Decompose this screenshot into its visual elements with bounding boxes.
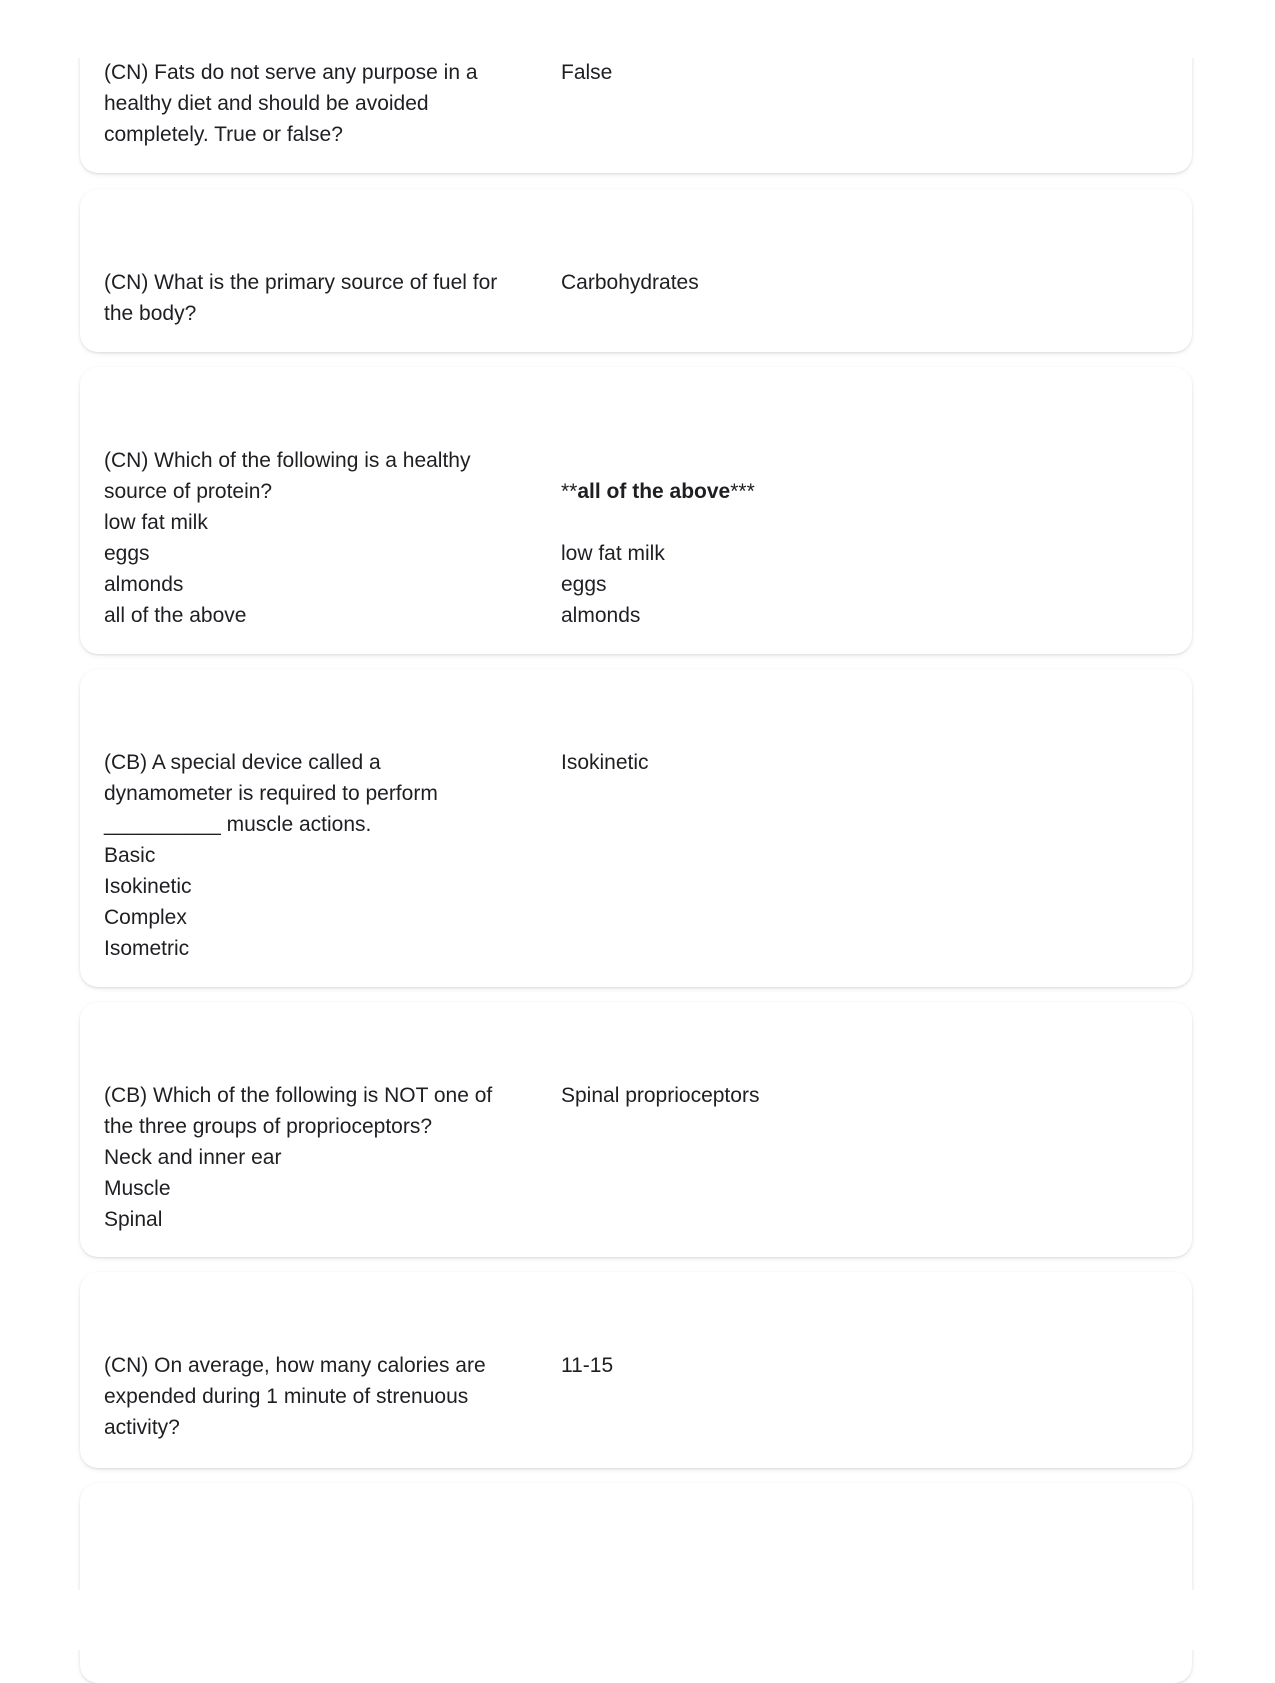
answer-bold: all of the above — [577, 480, 731, 503]
answer-suffix: *** — [730, 480, 755, 503]
card-question: (CN) Fats do not serve any purpose in a healthy diet and should be avoided completely. True or false? — [104, 61, 478, 146]
card-question: (CN) What is the primary source of fuel for the body? — [104, 271, 498, 325]
card-question: (CN) On average, how many calories are expended during 1 minute of strenuous activity? — [104, 1354, 486, 1439]
card-answer: 11-15 — [561, 1354, 614, 1377]
card-question: (CB) Which of the following is NOT one of the three groups of proprioceptors? Neck and inner ear Muscle Spinal — [104, 1084, 493, 1231]
flashcard-calories — [80, 1272, 1192, 1468]
answer-rest: low fat milk eggs almonds — [561, 542, 665, 627]
card-question: (CN) Which of the following is a healthy source of protein? low fat milk eggs almonds all of the above — [104, 449, 471, 627]
page-top-margin — [0, 0, 1275, 58]
card-answer: Isokinetic — [561, 751, 649, 774]
answer-prefix: ** — [561, 480, 578, 503]
flashcard-proprioceptors — [80, 1002, 1192, 1257]
answer-first-line — [561, 476, 1161, 507]
card-question: (CB) A special device called a dynamometer is required to perform __________ muscle actions. Basic Isokinetic Complex Isometric — [104, 751, 438, 960]
page-bottom-margin — [0, 1590, 1275, 1650]
flashcard-dynamometer — [80, 669, 1192, 987]
card-answer: False — [561, 61, 613, 84]
card-answer: Spinal proprioceptors — [561, 1084, 760, 1107]
flashcard-fuel-source — [80, 189, 1192, 352]
card-answer: Carbohydrates — [561, 271, 699, 294]
flashcard-next-partial — [80, 1483, 1192, 1683]
flashcard-protein-source — [80, 367, 1192, 654]
card-answer — [561, 445, 1161, 662]
